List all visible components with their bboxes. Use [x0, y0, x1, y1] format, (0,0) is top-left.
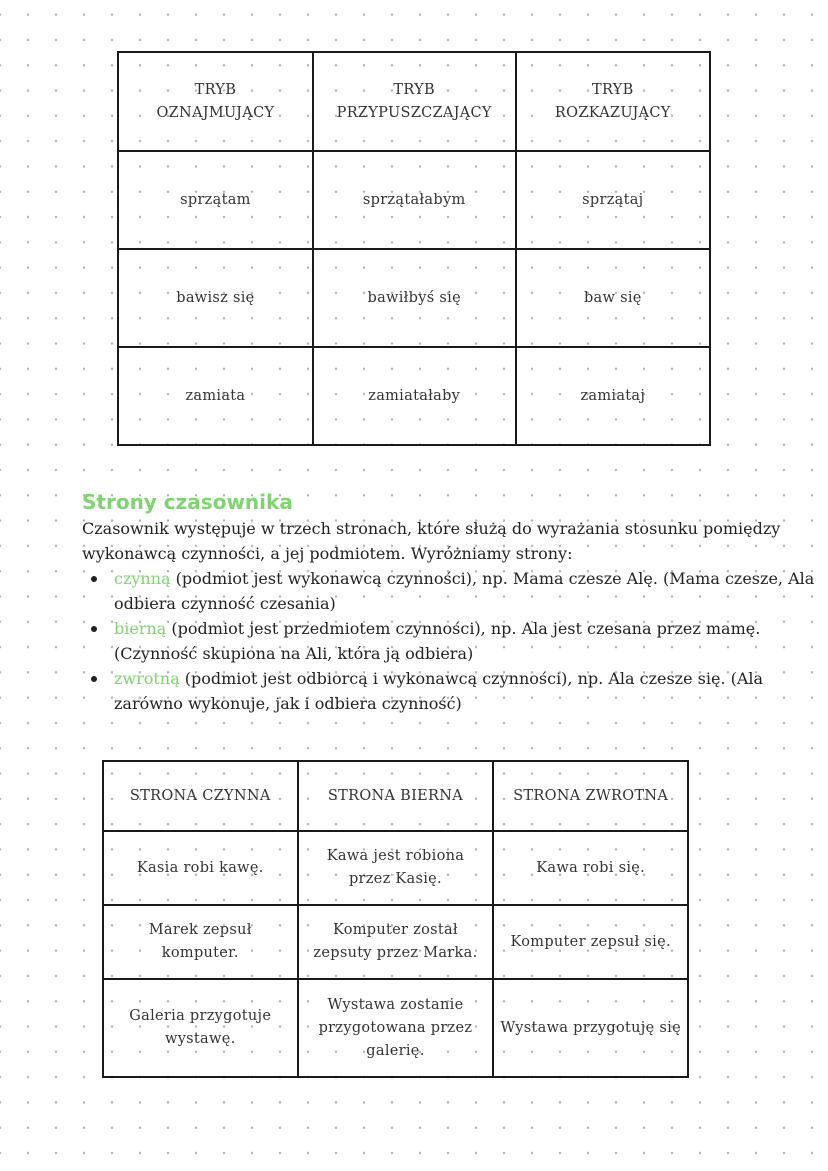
- table-cell: Kawa robi się.: [493, 831, 688, 905]
- list-item: [82, 666, 828, 716]
- table-cell: Galeria przygotuje wystawę.: [103, 979, 298, 1077]
- table-header-row: [118, 52, 710, 151]
- table-cell: sprzątałabym: [313, 151, 516, 249]
- table-cell: bawiłbyś się: [313, 249, 516, 347]
- header-cell: TRYB PRZYPUSZCZAJĄCY: [313, 52, 516, 151]
- header-cell: STRONA CZYNNA: [103, 761, 298, 831]
- table-cell: Wystawa przygotuję się: [493, 979, 688, 1077]
- table-cell: zamiata: [118, 347, 313, 445]
- table-cell: Komputer został zepsuty przez Marka.: [298, 905, 494, 979]
- header-cell: STRONA ZWROTNA: [493, 761, 688, 831]
- bullet-icon: [91, 626, 97, 632]
- table-cell: Kawa jest robiona przez Kasię.: [298, 831, 494, 905]
- header-cell: TRYB ROZKAZUJĄCY: [516, 52, 710, 151]
- voice-term: czynną: [114, 569, 171, 588]
- section-title: Strony czasownika: [82, 490, 293, 514]
- voice-term: bierną: [114, 619, 167, 638]
- voices-section: [82, 488, 828, 716]
- table-cell: sprzątam: [118, 151, 313, 249]
- voice-description: (podmiot jest przedmiotem czynności), np. Ala jest czesana przez mamę. (Czynność skupiona na Ali, która ją odbiera): [114, 619, 761, 663]
- table-row: [103, 905, 688, 979]
- table-cell: Kasia robi kawę.: [103, 831, 298, 905]
- bullet-icon: [91, 576, 97, 582]
- header-cell: TRYB OZNAJMUJĄCY: [118, 52, 313, 151]
- mood-table: [117, 51, 711, 446]
- voice-term: zwrotną: [114, 669, 180, 688]
- table-cell: Wystawa zostanie przygotowana przez galerię.: [298, 979, 494, 1077]
- voice-description: (podmiot jest odbiorcą i wykonawcą czynności), np. Ala czesze się. (Ala zarówno wykonuje, jak i odbiera czynność): [114, 669, 764, 713]
- table-row: [103, 979, 688, 1077]
- section-intro: Czasownik występuje w trzech stronach, które służą do wyrażania stosunku pomiędzy wykonawcą czynności, a jej podmiotem. Wyróżniamy strony:: [82, 519, 781, 563]
- table-cell: zamiatałaby: [313, 347, 516, 445]
- table-row: [118, 347, 710, 445]
- table-cell: baw się: [516, 249, 710, 347]
- table-cell: bawisz się: [118, 249, 313, 347]
- voice-list: [82, 566, 828, 716]
- table-header-row: [103, 761, 688, 831]
- voice-description: (podmiot jest wykonawcą czynności), np. Mama czesze Alę. (Mama czesze, Ala odbiera czynność czesania): [114, 569, 815, 613]
- list-item: [82, 566, 828, 616]
- table-cell: sprzątaj: [516, 151, 710, 249]
- table-cell: zamiataj: [516, 347, 710, 445]
- table-row: [118, 249, 710, 347]
- table-row: [118, 151, 710, 249]
- bullet-icon: [91, 676, 97, 682]
- header-cell: STRONA BIERNA: [298, 761, 494, 831]
- voice-table: [102, 760, 689, 1078]
- table-row: [103, 831, 688, 905]
- table-cell: Komputer zepsuł się.: [493, 905, 688, 979]
- list-item: [82, 616, 828, 666]
- table-cell: Marek zepsuł komputer.: [103, 905, 298, 979]
